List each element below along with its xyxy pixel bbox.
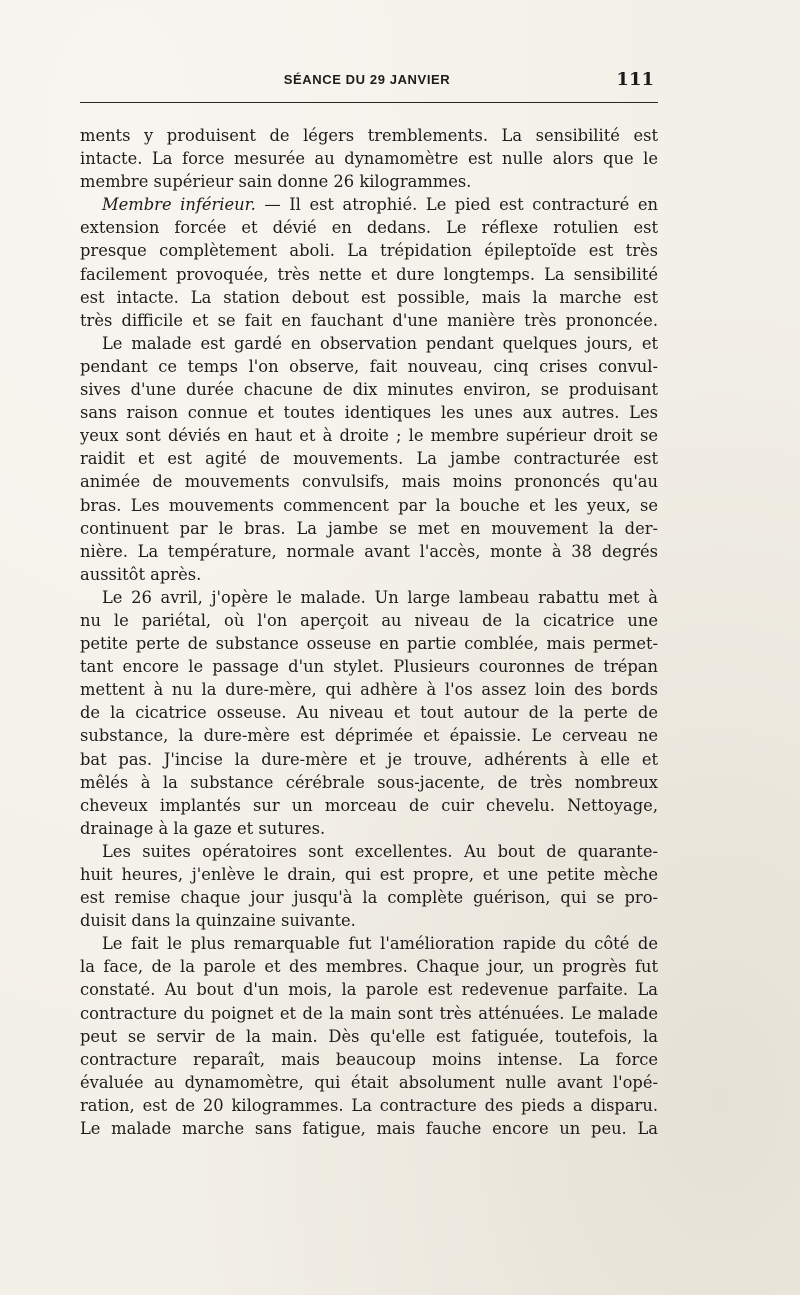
text-line-italic-lead: Membre inférieur. — Il est atrophié. Le pied est contracturé en — [102, 195, 658, 215]
text-line: la face, de la parole et des membres. Chaque jour, un progrès fut — [80, 957, 658, 977]
text-line: presque complètement aboli. La trépidation épileptoïde est très — [80, 241, 658, 261]
text-line: contracture du poignet et de la main sont très atténuées. Le malade — [80, 1003, 658, 1023]
text-line: yeux sont déviés en haut et à droite ; le membre supérieur droit se — [80, 426, 658, 446]
text-line: animée de mouvements convulsifs, mais moins prononcés qu'au — [80, 472, 658, 492]
running-title: SÉANCE DU 29 JANVIER — [283, 72, 451, 87]
text-line: nu le pariétal, où l'on aperçoit au niveau de la cicatrice une — [80, 610, 658, 630]
text-line: Les suites opératoires sont excellentes. Au bout de quarante- — [102, 841, 658, 861]
text-line: facilement provoquée, très nette et dure longtemps. La sensibilité — [80, 264, 658, 284]
italic-heading: Membre inférieur. — [102, 195, 256, 215]
page-number: 111 — [616, 69, 654, 90]
text-line: évaluée au dynamomètre, qui était absolument nulle avant l'opé- — [80, 1072, 658, 1092]
text-line: ments y produisent de légers tremblements. La sensibilité est — [80, 126, 658, 145]
text-line: aussitôt après. — [80, 564, 202, 584]
text-line: très difficile et se fait en fauchant d'une manière très prononcée. — [80, 310, 658, 330]
text-line: huit heures, j'enlève le drain, qui est propre, et une petite mèche — [80, 865, 658, 884]
text-line: drainage à la gaze et sutures. — [80, 818, 326, 838]
text-line: bras. Les mouvements commencent par la bouche et les yeux, se — [80, 495, 658, 515]
page-header — [80, 69, 654, 96]
text-line: est intacte. La station debout est possible, mais la marche est — [80, 287, 658, 307]
text-line: nière. La température, normale avant l'accès, monte à 38 degrés — [80, 541, 658, 561]
text-line: contracture reparaît, mais beaucoup moins intense. La force — [80, 1049, 658, 1069]
text-line: substance, la dure-mère est déprimée et épaissie. Le cerveau ne — [80, 726, 658, 746]
text-line: membre supérieur sain donne 26 kilogrammes. — [80, 172, 472, 192]
text-line: petite perte de substance osseuse en partie comblée, mais permet- — [80, 634, 658, 654]
text-line: est remise chaque jour jusqu'à la complète guérison, qui se pro- — [80, 888, 658, 908]
text-line: continuent par le bras. La jambe se met en mouvement la der- — [80, 518, 658, 538]
text-line: cheveux implantés sur un morceau de cuir chevelu. Nettoyage, — [80, 795, 658, 815]
text-line: peut se servir de la main. Dès qu'elle est fatiguée, toutefois, la — [80, 1026, 658, 1046]
text-line: ration, est de 20 kilogrammes. La contracture des pieds a disparu. — [80, 1095, 658, 1115]
text-line: pendant ce temps l'on observe, fait nouveau, cinq crises convul- — [80, 356, 658, 376]
text-line: bat pas. J'incise la dure-mère et je trouve, adhérents à elle et — [80, 749, 658, 769]
text-line: Le malade est gardé en observation pendant quelques jours, et — [102, 333, 658, 353]
text-line: constaté. Au bout d'un mois, la parole est redevenue parfaite. La — [80, 980, 658, 1000]
text-line: Le fait le plus remarquable fut l'amélioration rapide du côté de — [102, 934, 658, 954]
text-line: raidit et est agité de mouvements. La jambe contracturée est — [80, 449, 658, 469]
text-line: tant encore le passage d'un stylet. Plusieurs couronnes de trépan — [80, 657, 658, 677]
text-line: intacte. La force mesurée au dynamomètre est nulle alors que le — [80, 149, 658, 169]
text-line: sives d'une durée chacune de dix minutes environ, se produisant — [80, 380, 658, 400]
text-line: duisit dans la quinzaine suivante. — [80, 911, 356, 931]
text-line: Le malade marche sans fatigue, mais fauche encore un peu. La — [80, 1119, 658, 1139]
text-line: sans raison connue et toutes identiques les unes aux autres. Les — [80, 403, 658, 423]
text-line: mettent à nu la dure-mère, qui adhère à l'os assez loin des bords — [80, 680, 658, 700]
text-line: mêlés à la substance cérébrale sous-jacente, de très nombreux — [80, 772, 658, 792]
text-line: de la cicatrice osseuse. Au niveau et tout autour de la perte de — [80, 703, 658, 723]
body-text — [80, 124, 658, 1140]
text-line: Le 26 avril, j'opère le malade. Un large lambeau rabattu met à — [102, 587, 658, 607]
text-line: extension forcée et dévié en dedans. Le réflexe rotulien est — [80, 218, 658, 238]
header-rule — [80, 102, 658, 103]
